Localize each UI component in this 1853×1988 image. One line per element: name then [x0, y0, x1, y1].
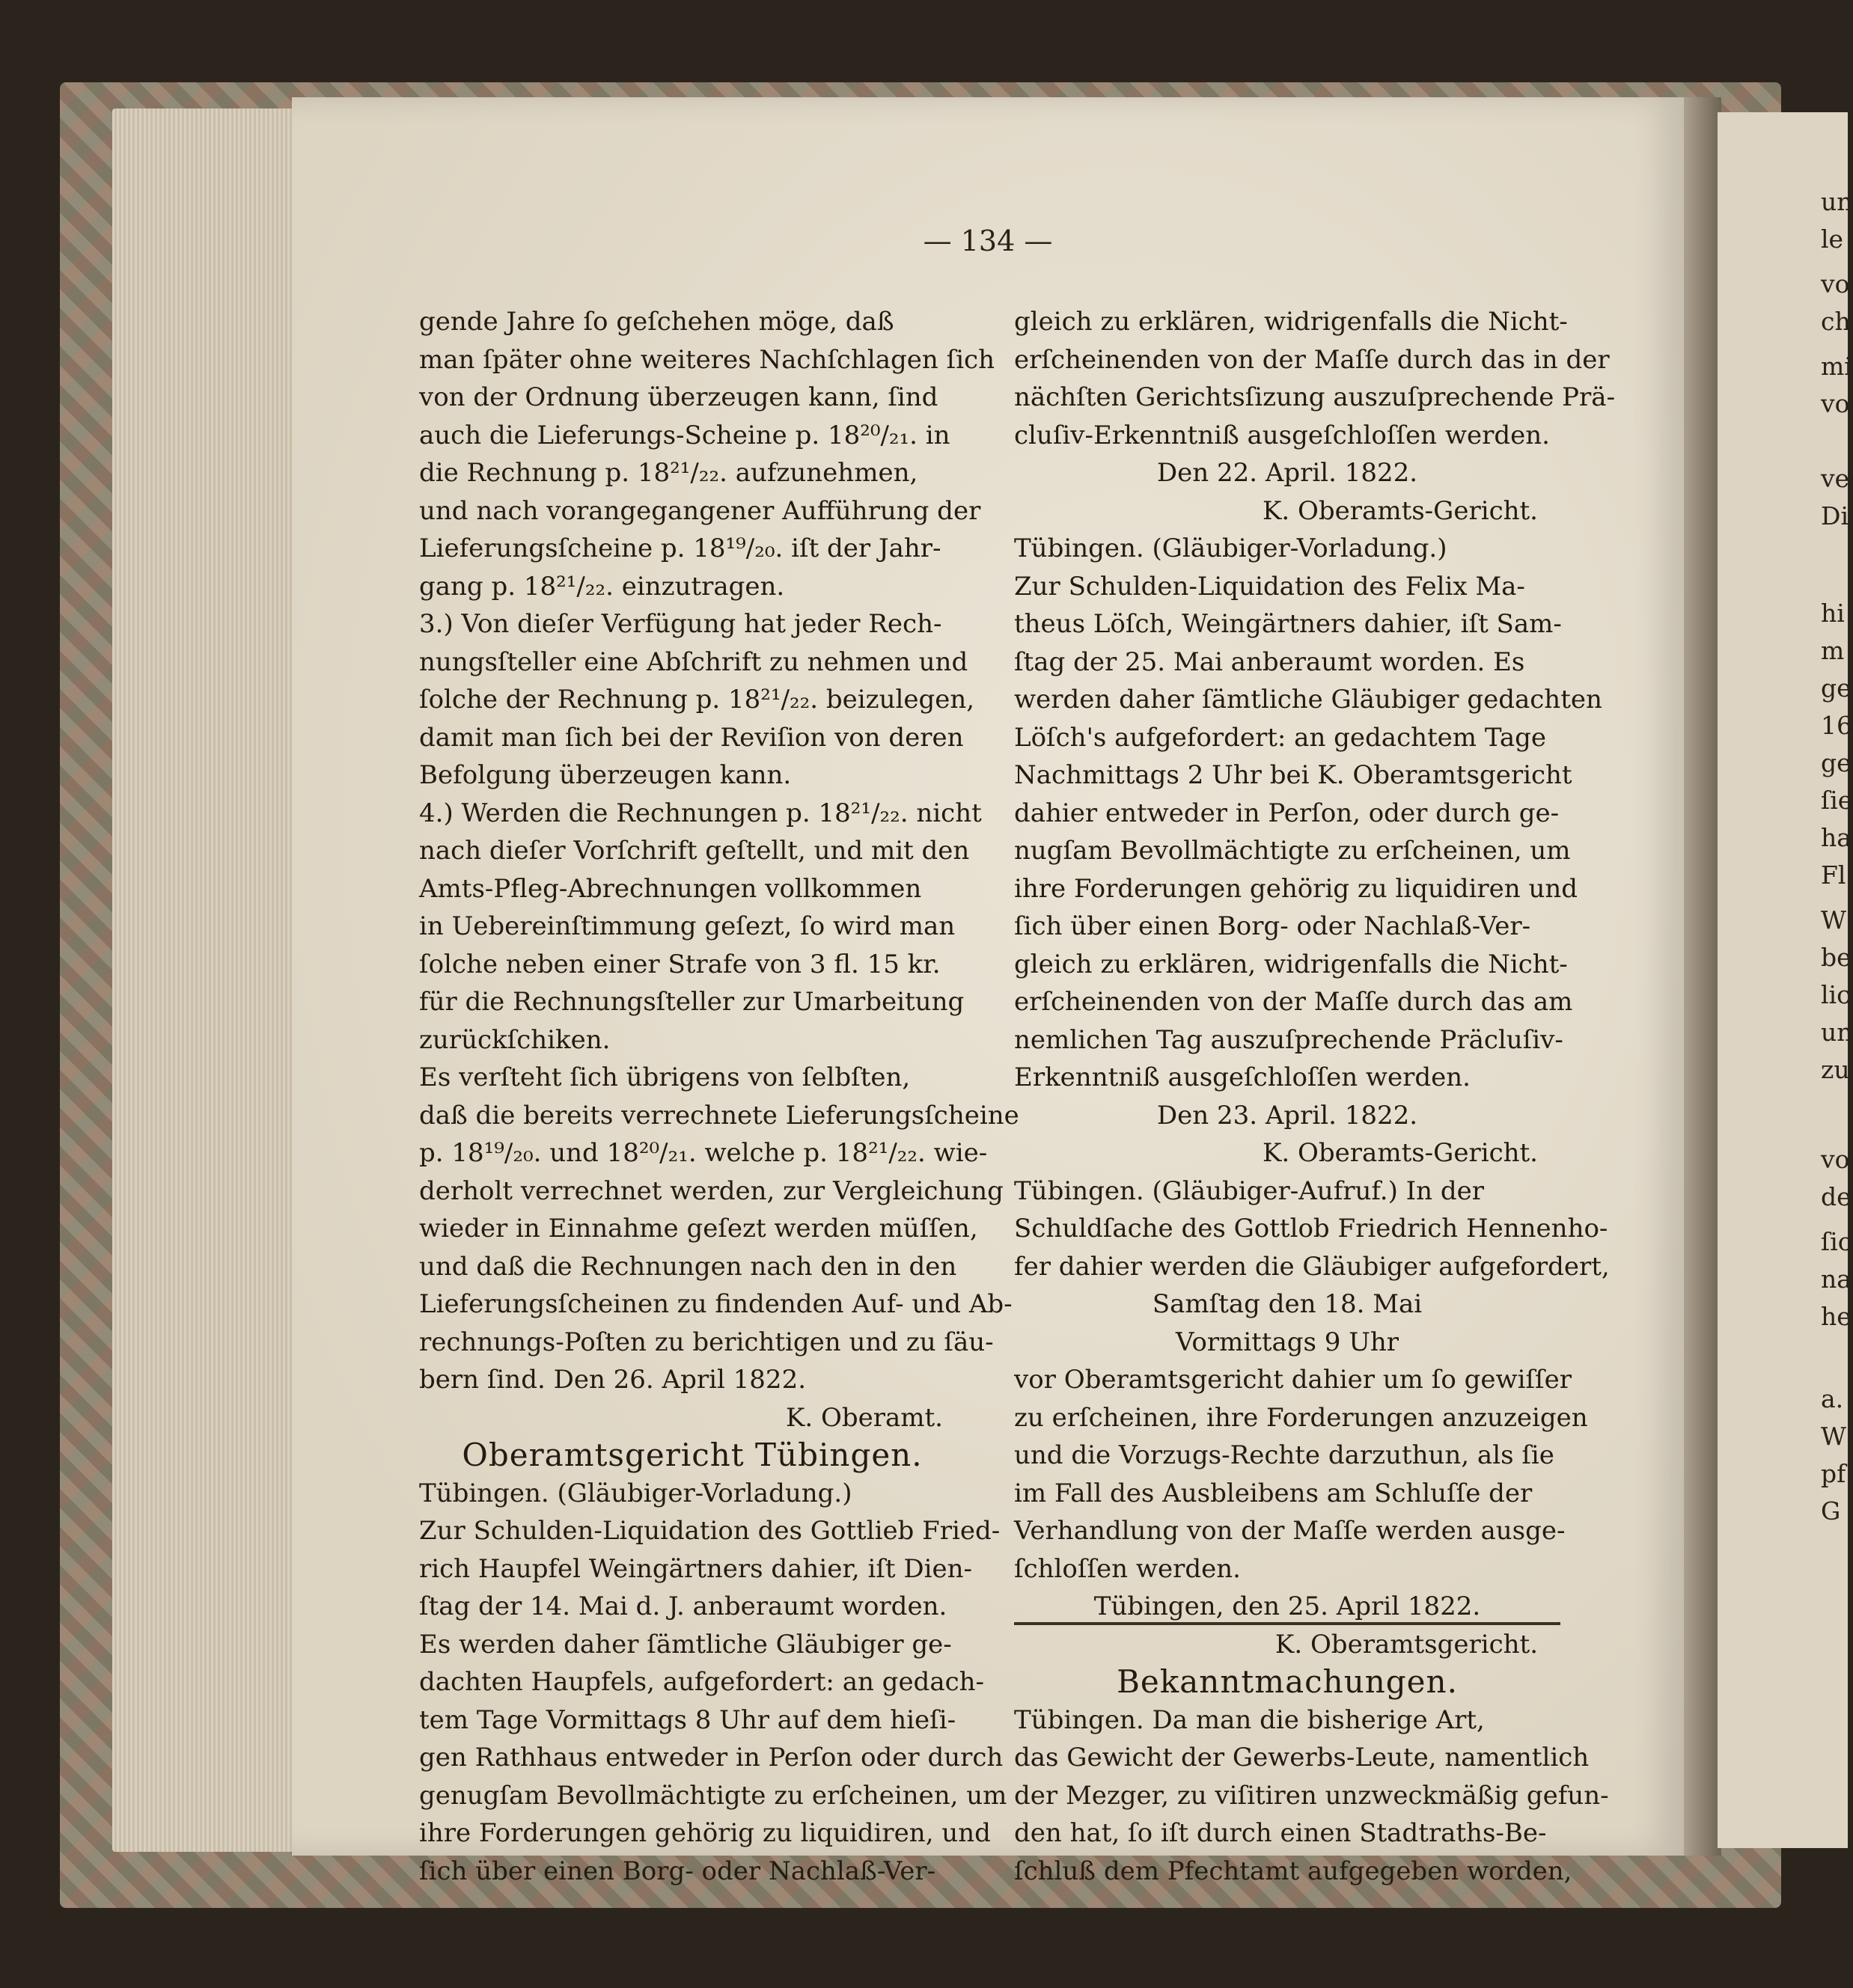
text-line: für die Rechnungsſteller zur Umarbeitung — [419, 987, 965, 1017]
text-line: und nach vorangegangener Aufführung der — [419, 495, 981, 526]
next-page-fragment: ſie — [1821, 786, 1853, 815]
text-line: K. Oberamtsgericht. — [1274, 1629, 1538, 1660]
text-line: ſolche neben einer Strafe von 3 fl. 15 kr. — [419, 949, 941, 979]
next-page-fragment: un — [1821, 1018, 1853, 1047]
next-page-fragment: mi — [1821, 352, 1852, 381]
next-page-fragment: Di — [1821, 501, 1849, 530]
text-line: Löſch's aufgefordert: an gedachtem Tage — [1014, 722, 1547, 753]
text-line: man ſpäter ohne weiteres Nachſchlagen ſich — [419, 344, 995, 375]
text-line: Nachmittags 2 Uhr bei K. Oberamtsgericht — [1014, 760, 1572, 790]
text-line: ſtag der 14. Mai d. J. anberaumt worden. — [419, 1591, 947, 1621]
text-line: Oberamtsgericht Tübingen. — [462, 1437, 923, 1473]
text-line: zurückſchiken. — [419, 1024, 611, 1055]
text-line: rich Haupfel Weingärtners dahier, iſt Dien- — [419, 1553, 973, 1584]
text-line: Zur Schulden-Liquidation des Felix Ma- — [1014, 571, 1525, 602]
text-line: zu erſcheinen, ihre Forderungen anzuzeigen — [1014, 1402, 1588, 1433]
text-line: werden daher ſämtliche Gläubiger gedachten — [1014, 685, 1602, 715]
text-line: gende Jahre ſo geſchehen möge, daß — [419, 307, 894, 337]
text-line: Samſtag den 18. Mai — [1152, 1289, 1423, 1319]
text-line: tem Tage Vormittags 8 Uhr auf dem hieſi- — [419, 1704, 956, 1735]
next-page-fragment: zu — [1821, 1055, 1850, 1084]
text-line: vor Oberamtsgericht dahier um ſo gewiſſer — [1014, 1365, 1572, 1395]
text-line: daß die bereits verrechnete Lieferungsſcheine — [419, 1100, 1019, 1131]
text-line: auch die Lieferungs-Scheine p. 18²⁰/₂₁. in — [419, 420, 950, 450]
page-edges — [112, 108, 307, 1852]
next-page-fragment: be — [1821, 943, 1852, 972]
next-page-fragment: vo — [1821, 269, 1850, 299]
text-line: den hat, ſo iſt durch einen Stadtraths-Be- — [1014, 1818, 1547, 1848]
text-line: ſolche der Rechnung p. 18²¹/₂₂. beizulegen, — [419, 685, 975, 715]
next-page-fragment: le — [1821, 224, 1844, 254]
text-line: gleich zu erklären, widrigenfalls die Nicht- — [1014, 307, 1568, 337]
next-page-fragment: W — [1821, 905, 1846, 935]
text-line: Amts-Pfleg-Abrechnungen vollkommen — [419, 873, 922, 904]
text-line: ſtag der 25. Mai anberaumt worden. Es — [1014, 646, 1525, 677]
next-page-fragment: Fl — [1821, 860, 1846, 890]
text-line: Tübingen. (Gläubiger-Vorladung.) — [1014, 533, 1447, 563]
page-number: — 134 — — [923, 224, 1053, 257]
text-line: ihre Forderungen gehörig zu liquidiren und — [1014, 873, 1578, 904]
text-line: gang p. 18²¹/₂₂. einzutragen. — [419, 571, 785, 602]
text-line: Es werden daher ſämtliche Gläubiger ge- — [419, 1629, 952, 1660]
text-line: Verhandlung von der Maſſe werden ausge- — [1014, 1516, 1566, 1546]
next-page-fragment: un — [1821, 187, 1853, 216]
next-page-fragment: ſic — [1821, 1227, 1852, 1256]
next-page-fragment: pf — [1821, 1459, 1846, 1488]
text-line: Zur Schulden-Liquidation des Gottlieb Fried- — [419, 1516, 1001, 1546]
next-page-fragment: G — [1821, 1496, 1841, 1526]
text-line: K. Oberamts-Gericht. — [1263, 1138, 1538, 1168]
text-line: dachten Haupfels, aufgefordert: an gedach- — [419, 1667, 985, 1697]
book-page — [292, 97, 1684, 1886]
next-page-fragment: ve — [1821, 464, 1850, 493]
text-line: erſcheinenden von der Maſſe durch das in der — [1014, 344, 1610, 375]
text-line: damit man ſich bei der Reviſion von deren — [419, 722, 964, 753]
right-column — [1014, 303, 1616, 1890]
text-line: gen Rathhaus entweder in Perſon oder durch — [419, 1743, 1004, 1773]
next-page-fragment: ge — [1821, 673, 1852, 703]
text-line: 4.) Werden die Rechnungen p. 18²¹/₂₂. nicht — [419, 798, 982, 828]
text-line: wieder in Einnahme geſezt werden müſſen, — [419, 1214, 978, 1244]
text-line: von der Ordnung überzeugen kann, ſind — [419, 382, 938, 412]
text-line: ſich über einen Borg- oder Nachlaß-Ver- — [1014, 911, 1531, 941]
text-line: nungsſteller eine Abſchrift zu nehmen und — [419, 646, 968, 677]
text-line: rechnungs-Poſten zu berichtigen und zu ſäu- — [419, 1327, 994, 1357]
text-line: nächſten Gerichtsſizung auszuſprechende Prä- — [1014, 382, 1616, 412]
next-page-fragment: na — [1821, 1264, 1852, 1294]
next-page-fragment: ge — [1821, 748, 1852, 777]
next-page-fragment: 16 — [1821, 711, 1852, 740]
next-page-edge — [1718, 112, 1853, 1848]
text-line: bern ſind. Den 26. April 1822. — [419, 1365, 807, 1395]
text-line: K. Oberamt. — [785, 1402, 943, 1433]
next-page-fragment: he — [1821, 1302, 1852, 1331]
text-line: nemlichen Tag auszuſprechende Präcluſiv- — [1014, 1024, 1563, 1055]
next-page-fragment: ha — [1821, 823, 1852, 852]
text-line: Den 23. April. 1822. — [1156, 1100, 1418, 1131]
text-line: Bekanntmachungen. — [1117, 1663, 1458, 1700]
text-line: Tübingen. (Gläubiger-Aufruf.) In der — [1014, 1175, 1484, 1206]
next-page-fragment: de — [1821, 1182, 1852, 1211]
text-line: erſcheinenden von der Maſſe durch das am — [1014, 987, 1573, 1017]
next-page-fragment: W — [1821, 1422, 1846, 1451]
text-line: Vormittags 9 Uhr — [1175, 1327, 1399, 1357]
text-line: ſchloſſen werden. — [1014, 1553, 1241, 1584]
text-line: dahier entweder in Perſon, oder durch ge- — [1014, 798, 1560, 828]
next-page-fragment: ch — [1821, 307, 1851, 336]
text-line: Den 22. April. 1822. — [1156, 458, 1418, 488]
next-page-fragment: vo — [1821, 1145, 1850, 1174]
text-line: nugſam Bevollmächtigte zu erſcheinen, um — [1014, 836, 1571, 866]
text-line: genugſam Bevollmächtigte zu erſcheinen, um — [419, 1780, 1007, 1811]
text-line: nach dieſer Vorſchrift geſtellt, und mit den — [419, 836, 970, 866]
text-line: Tübingen. Da man die bisherige Art, — [1014, 1704, 1485, 1735]
left-column — [419, 303, 1019, 1890]
next-page-fragment: hi — [1821, 599, 1845, 628]
text-line: ihre Forderungen gehörig zu liquidiren, und — [419, 1818, 991, 1848]
text-line: gleich zu erklären, widrigenfalls die Nicht- — [1014, 949, 1568, 979]
next-page-fragment: lic — [1821, 980, 1851, 1009]
next-page-fragment: m — [1821, 636, 1845, 665]
text-line: p. 18¹⁹/₂₀. und 18²⁰/₂₁. welche p. 18²¹/₂₂. wie- — [419, 1138, 988, 1168]
text-line: Befolgung überzeugen kann. — [419, 760, 792, 790]
text-line: Tübingen, den 25. April 1822. — [1093, 1591, 1481, 1621]
text-line: fer dahier werden die Gläubiger aufgefordert, — [1014, 1251, 1610, 1282]
text-line: und daß die Rechnungen nach den in den — [419, 1251, 957, 1282]
text-line: Es verſteht ſich übrigens von ſelbſten, — [419, 1062, 911, 1092]
text-line: K. Oberamts-Gericht. — [1263, 495, 1538, 526]
text-line: ſchluß dem Pfechtamt aufgegeben worden, — [1014, 1856, 1572, 1886]
text-line: im Fall des Ausbleibens am Schluſſe der — [1014, 1478, 1533, 1508]
text-line: das Gewicht der Gewerbs-Leute, namentlich — [1014, 1743, 1590, 1773]
text-line: der Mezger, zu viſitiren unzweckmäßig gefun- — [1014, 1780, 1609, 1811]
text-line: Schuldſache des Gottlob Friedrich Hennenho- — [1014, 1214, 1608, 1244]
text-line: derholt verrechnet werden, zur Vergleichung — [419, 1175, 1004, 1206]
text-line: 3.) Von dieſer Verfügung hat jeder Rech- — [419, 609, 942, 639]
text-line: die Rechnung p. 18²¹/₂₂. aufzunehmen, — [419, 458, 918, 488]
text-line: Erkenntniß ausgeſchloſſen werden. — [1014, 1062, 1471, 1092]
text-line: ſich über einen Borg- oder Nachlaß-Ver- — [419, 1856, 936, 1886]
section-rule — [1014, 1622, 1560, 1625]
text-line: Lieferungsſcheinen zu findenden Auf- und Ab- — [419, 1289, 1013, 1319]
next-page-fragment: a. — [1821, 1384, 1844, 1413]
next-page-fragment: vo — [1821, 389, 1850, 418]
text-line: cluſiv-Erkenntniß ausgeſchloſſen werden. — [1014, 420, 1550, 450]
text-line: und die Vorzugs-Rechte darzuthun, als ſie — [1014, 1440, 1554, 1470]
text-line: theus Löſch, Weingärtners dahier, iſt Sam- — [1014, 609, 1562, 639]
text-line: Lieferungsſcheine p. 18¹⁹/₂₀. iſt der Jahr- — [419, 533, 941, 563]
text-line: Tübingen. (Gläubiger-Vorladung.) — [419, 1478, 852, 1508]
text-line: in Uebereinſtimmung geſezt, ſo wird man — [419, 911, 956, 941]
